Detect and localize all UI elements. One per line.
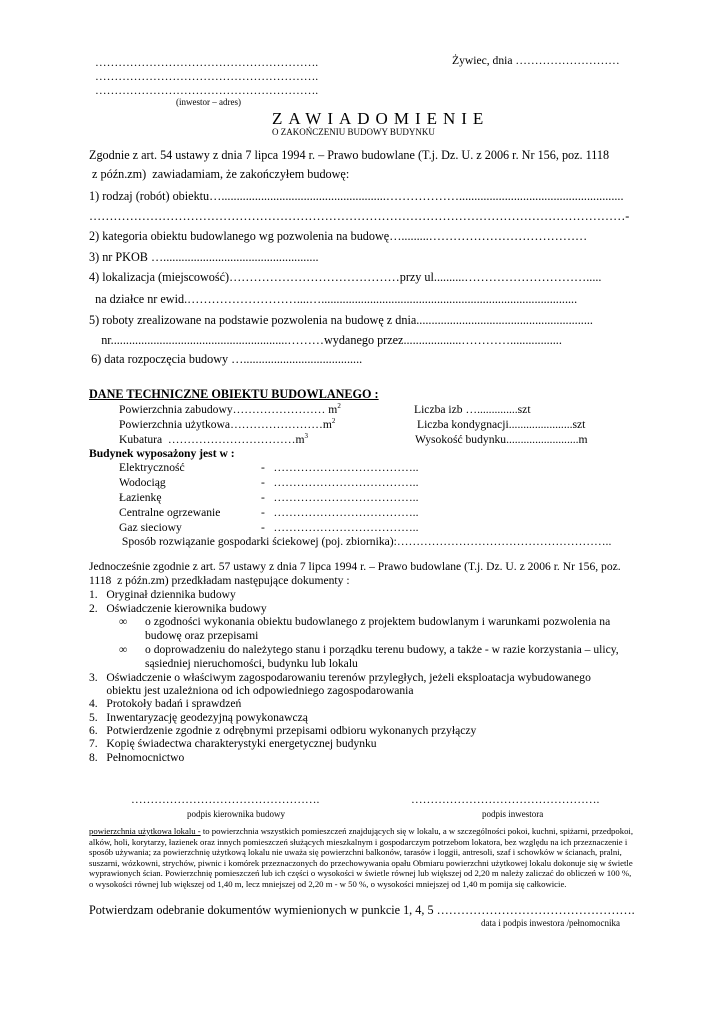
doc-item: 1. Oryginał dziennika budowy — [89, 588, 236, 601]
bullet-icon: ∞ — [119, 643, 128, 656]
document-subtitle: O ZAKOŃCZENIU BUDOWY BUDYNKU — [272, 127, 435, 137]
equipment-value: - ……………………………….. — [261, 506, 419, 519]
doc-item: 4. Protokoły badań i sprawdzeń — [89, 697, 242, 710]
doc-item: 2. Oświadczenie kierownika budowy — [89, 602, 267, 615]
field-location: 4) lokalizacja (miejscowość)……………………………………przy ul..........…………………………..... — [89, 270, 602, 284]
doc-item: 6. Potwierdzenie zgodnie z odrębnymi przepisami odbioru wykonanych przyłączy — [89, 724, 477, 737]
field-category: 2) kategoria obiektu budowlanego wg pozwolenia na budowę….........………………………………… — [89, 229, 588, 243]
field-object-type-cont: ……………………………………………………………………………………………………………………- — [89, 209, 630, 223]
cubature: Kubatura $\dots\dots\dots\dots\dots\dots\dots\dots\dots\dots\dots m^3$ — [119, 432, 308, 446]
signature-caption-investor: podpis inwestora — [482, 809, 544, 819]
investor-line-3: …………………………………………………. — [95, 84, 319, 97]
equipment-value: - ……………………………….. — [261, 461, 419, 474]
footnote-definition — [89, 826, 637, 890]
doc-subitem-cont: budowę oraz przepisami — [145, 629, 259, 642]
doc-item: 7. Kopię świadectwa charakterystyki energetycznej budynku — [89, 737, 377, 750]
place-date: Żywiec, dnia ……………………… — [452, 54, 620, 67]
investor-caption: (inwestor – adres) — [176, 97, 241, 107]
confirmation-caption: data i podpis inwestora /pełnomocnika — [481, 918, 620, 928]
confirmation-text: Potwierdzam odebranie dokumentów wymienionych w punkcie 1, 4, 5 …………………………………………. — [89, 903, 635, 917]
equipment-value: - ……………………………….. — [261, 476, 419, 489]
bullet-icon: ∞ — [119, 615, 128, 628]
doc-item: 3. Oświadczenie o właściwym zagospodarowaniu terenów przyległych, jeżeli eksploatacja wybudowanego — [89, 671, 591, 684]
doc-subitem-cont: sąsiedniej nieruchomości, budynku lub lokalu — [145, 657, 358, 670]
equipment-value: - ……………………………….. — [261, 521, 419, 534]
footnote-text: to powierzchnia wszystkich pomieszczeń znajdujących się w lokalu, a w szczególności pokoi, kuchni, spiżarni, przedpokoi, alków, holi, korytarzy, łazienek oraz innych pomieszczeń służących mieszkalnym i gospodarczym potrzebom lokatora, bez względu na ich przeznaczenie i sposób używania; za powierzchnię użytkową lokalu nie uważa się powierzchni balkonów, tarasów i loggii, antresoli, szaf i schowków w ścianach, pralni, suszarni, wózkowni, strychów, piwnic i komórek przeznaczonych do przechowywania opału Obmiaru powierzchni użytkowej lokalu dokonuje się w świetle wyprawionych ścian. Powierzchnię pomieszczeń lub ich części o wysokości w świetle równej lub większej od 2,20 m należy zaliczać do obliczeń w 100 %, o wysokości równej lub większej od 1,40 m, lecz mniejszej od 2,20 m - w 50 %, o wysokości mniejszej od 1,40 m pomija się całkowicie. — [89, 826, 634, 889]
equipment-label: Łazienkę — [119, 491, 162, 504]
building-height: Wysokość budynku.........................m — [415, 433, 588, 446]
field-permit-date: 5) roboty zrealizowane na podstawie pozwolenia na budowę z dnia.......................................................... — [89, 313, 593, 327]
equipment-label: Centralne ogrzewanie — [119, 506, 221, 519]
signature-caption-manager: podpis kierownika budowy — [187, 809, 285, 819]
investor-line-1: …………………………………………………. — [95, 56, 319, 69]
field-start-date: 6) data rozpoczęcia budowy …....................................... — [85, 352, 363, 366]
investor-line-2: …………………………………………………. — [95, 70, 319, 83]
doc-subitem: o zgodności wykonania obiektu budowlanego z projektem budowlanym i warunkami pozwolenia na — [145, 615, 611, 628]
doc-item: 8. Pełnomocnictwo — [89, 751, 185, 764]
area-usable: Powierzchnia $użytkowa\dots\dots\dots\dots\dots\dots\dots\dots m^2$ — [119, 417, 336, 431]
equipment-label: Gaz sieciowy — [119, 521, 182, 534]
doc-item-cont: obiektu jest uzależniona od ich odpowiedniego zagospodarowania — [89, 684, 414, 697]
document-title: ZAWIADOMIENIE — [272, 109, 490, 128]
rooms-count: Liczba izb …..............szt — [414, 403, 531, 416]
intro-line-2: z późn.zm) zawiadamiam, że zakończyłem budowę: — [89, 167, 350, 181]
sewage-solution: Sposób rozwiązanie gospodarki ściekowej (poj. zbiornika):……………………………………………….. — [119, 535, 612, 548]
docs-intro-2: 1118 z późn.zm) przedkładam następujące dokumenty : — [89, 574, 350, 587]
floors-count: Liczba kondygnacji......................szt — [417, 418, 586, 431]
field-object-type: 1) rodzaj (robót) obiektu…......................................................………………...................................................... — [89, 189, 624, 203]
signature-line-investor: …………………………………………. — [411, 793, 600, 806]
equipment-label: Elektryczność — [119, 461, 185, 474]
field-pkob: 3) nr PKOB …................................................... — [89, 250, 319, 264]
signature-line-manager: …………………………………………. — [131, 793, 320, 806]
tech-heading: DANE TECHNICZNE OBIEKTU BUDOWLANEGO : — [89, 387, 379, 401]
intro-line-1: Zgodnie z art. 54 ustawy z dnia 7 lipca 1994 r. – Prawo budowlane (T.j. Dz. U. z 2006 r. Nr 156, poz. 1118 — [89, 148, 610, 162]
area-built: Powierzchnia zabudowy…………………… $m^2$ — [119, 402, 341, 416]
field-permit-number: nr..........................................................………wydanego przez...................…………................. — [89, 333, 562, 347]
doc-subitem: o doprowadzeniu do należytego stanu i porządku terenu budowy, a także - w razie korzystania – ulicy, — [145, 643, 619, 656]
equipped-heading: Budynek wyposażony jest w : — [89, 447, 235, 460]
equipment-label: Wodociąg — [119, 476, 166, 489]
docs-intro-1: Jednocześnie zgodnie z art. 57 ustawy z dnia 7 lipca 1994 r. – Prawo budowlane (T.j. Dz. U. z 2006 r. Nr 156, poz. — [89, 560, 621, 573]
doc-item: 5. Inwentaryzację geodezyjną powykonawczą — [89, 711, 308, 724]
equipment-value: - ……………………………….. — [261, 491, 419, 504]
field-plot: na działce nr ewid.………………………....….................................................................................... — [89, 292, 578, 306]
footnote-term: powierzchnia użytkowa lokalu - — [89, 826, 201, 836]
